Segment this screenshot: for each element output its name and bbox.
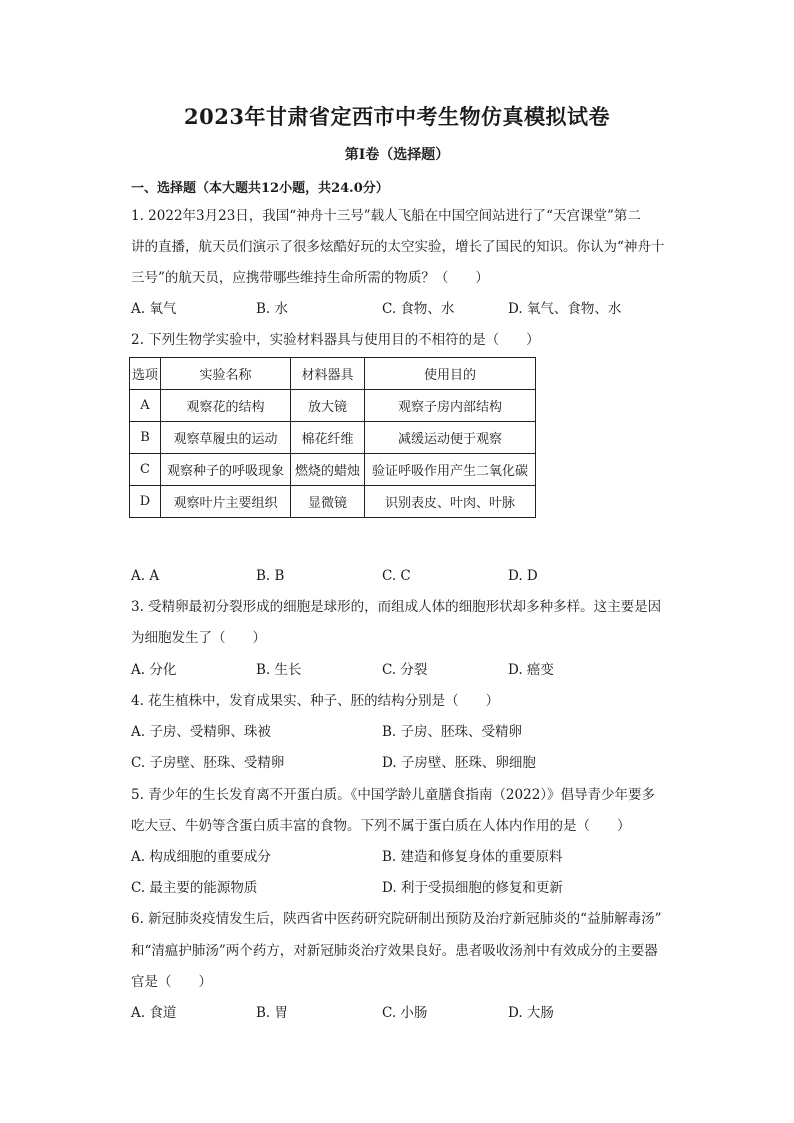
question-3-option-c[interactable]: C. 分裂	[382, 662, 428, 678]
question-1-line-3: 三号”的航天员，应携带哪些维持生命所需的物质？（ ）	[131, 270, 489, 286]
section-heading: 一、选择题（本大题共12小题，共24.0分）	[131, 181, 389, 196]
question-6-option-a[interactable]: A. 食道	[131, 1005, 177, 1021]
question-4-option-c[interactable]: C. 子房壁、胚珠、受精卵	[131, 755, 285, 771]
question-2-option-d[interactable]: D. D	[508, 568, 538, 584]
table-cell: B	[130, 422, 161, 454]
table-cell: D	[130, 486, 161, 518]
question-5-line-1: 5. 青少年的生长发育离不开蛋白质。《中国学龄儿童膳食指南（2022）》倡导青少年要多	[131, 787, 656, 803]
table-row	[130, 390, 536, 422]
table-cell: 观察子房内部结构	[365, 390, 536, 422]
question-5-option-c[interactable]: C. 最主要的能源物质	[131, 880, 258, 896]
question-2-option-b[interactable]: B. B	[256, 568, 285, 584]
question-4-line-1: 4. 花生植株中，发育成果实、种子、胚的结构分别是（ ）	[131, 693, 500, 709]
table-cell: 观察叶片主要组织	[161, 486, 291, 518]
exam-title: 2023年甘肃省定西市中考生物仿真模拟试卷	[184, 104, 610, 129]
question-1-option-d[interactable]: D. 氧气、食物、水	[508, 301, 622, 317]
question-4-option-a[interactable]: A. 子房、受精卵、珠被	[131, 724, 271, 740]
table-row	[130, 454, 536, 486]
table-cell: 减缓运动便于观察	[365, 422, 536, 454]
question-5-option-a[interactable]: A. 构成细胞的重要成分	[131, 849, 271, 865]
part-subtitle: 第I卷（选择题）	[344, 147, 450, 163]
question-1-line-2: 讲的直播，航天员们演示了很多炫酷好玩的太空实验，增长了国民的知识。你认为“神舟十	[131, 239, 665, 255]
table-header-cell: 使用目的	[365, 358, 536, 390]
question-2-option-a[interactable]: A. A	[131, 568, 160, 584]
question-6-line-2: 和“清瘟护肺汤”两个药方，对新冠肺炎治疗效果良好。患者吸收汤剂中有效成分的主要器	[131, 943, 658, 959]
table-cell: 识别表皮、叶肉、叶脉	[365, 486, 536, 518]
table-header-row	[130, 358, 536, 390]
question-1-option-b[interactable]: B. 水	[256, 301, 289, 317]
table-row	[130, 486, 536, 518]
experiment-table	[129, 357, 536, 518]
table-cell: 观察草履虫的运动	[161, 422, 291, 454]
question-5-line-2: 吃大豆、牛奶等含蛋白质丰富的食物。下列不属于蛋白质在人体内作用的是（ ）	[131, 818, 631, 834]
question-1-line-1: 1. 2022年3月23日，我国“神舟十三号”载人飞船在中国空间站进行了“天宫课堂”第二	[131, 208, 641, 224]
question-6-option-b[interactable]: B. 胃	[256, 1005, 289, 1021]
table-cell: C	[130, 454, 161, 486]
question-6-line-1: 6. 新冠肺炎疫情发生后，陕西省中医药研究院研制出预防及治疗新冠肺炎的“益肺解毒汤”	[131, 911, 662, 927]
question-5-option-d[interactable]: D. 利于受损细胞的修复和更新	[382, 880, 563, 896]
question-1-option-c[interactable]: C. 食物、水	[382, 301, 455, 317]
table-cell: 观察种子的呼吸现象	[161, 454, 291, 486]
question-6-option-d[interactable]: D. 大肠	[508, 1005, 554, 1021]
question-3-line-1: 3. 受精卵最初分裂形成的细胞是球形的，而组成人体的细胞形状却多种多样。这主要是因	[131, 599, 662, 615]
question-1-option-a[interactable]: A. 氧气	[131, 301, 177, 317]
question-4-option-d[interactable]: D. 子房壁、胚珠、卵细胞	[382, 755, 536, 771]
table-cell: 放大镜	[291, 390, 365, 422]
question-3-option-b[interactable]: B. 生长	[256, 662, 302, 678]
table-cell: 验证呼吸作用产生二氧化碳	[365, 454, 536, 486]
question-2-line-1: 2. 下列生物学实验中，实验材料器具与使用目的不相符的是（ ）	[131, 332, 540, 348]
question-3-option-a[interactable]: A. 分化	[131, 662, 177, 678]
table-row	[130, 422, 536, 454]
question-3-option-d[interactable]: D. 癌变	[508, 662, 554, 678]
table-header-cell: 选项	[130, 358, 161, 390]
question-5-option-b[interactable]: B. 建造和修复身体的重要原料	[382, 849, 563, 865]
table-cell: 棉花纤维	[291, 422, 365, 454]
table-cell: 燃烧的蜡烛	[291, 454, 365, 486]
table-header-cell: 材料器具	[291, 358, 365, 390]
table-cell: 显微镜	[291, 486, 365, 518]
table-cell: 观察花的结构	[161, 390, 291, 422]
question-6-line-3: 官是（ ）	[131, 974, 212, 990]
question-3-line-2: 为细胞发生了（ ）	[131, 630, 266, 646]
table-header-cell: 实验名称	[161, 358, 291, 390]
table-cell: A	[130, 390, 161, 422]
question-2-option-c[interactable]: C. C	[382, 568, 411, 584]
question-4-option-b[interactable]: B. 子房、胚珠、受精卵	[382, 724, 523, 740]
question-6-option-c[interactable]: C. 小肠	[382, 1005, 428, 1021]
